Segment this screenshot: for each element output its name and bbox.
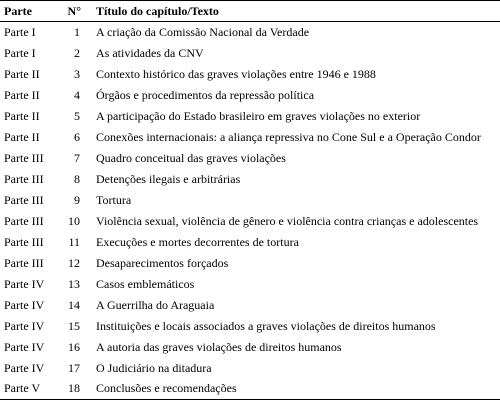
cell-parte: Parte III xyxy=(4,213,44,228)
cell-number: 10 xyxy=(68,213,80,228)
cell-parte: Parte III xyxy=(4,234,44,249)
cell-number: 9 xyxy=(74,192,80,207)
cell-number: 6 xyxy=(74,129,80,144)
table-body xyxy=(0,22,500,400)
cell-parte: Parte III xyxy=(4,192,44,207)
cell-parte: Parte IV xyxy=(4,339,45,354)
table-row xyxy=(0,253,500,274)
cell-parte: Parte IV xyxy=(4,318,45,333)
cell-title: Quadro conceitual das graves violações xyxy=(96,150,286,165)
table-row xyxy=(0,169,500,190)
cell-title: Órgãos e procedimentos da repressão política xyxy=(96,87,315,102)
cell-title: A participação do Estado brasileiro em graves violações no exterior xyxy=(96,108,421,123)
header-number: N° xyxy=(58,1,94,22)
cell-number: 8 xyxy=(74,171,80,186)
cell-title: Contexto histórico das graves violações entre 1946 e 1988 xyxy=(96,66,376,81)
cell-number: 12 xyxy=(68,255,80,270)
table-row xyxy=(0,22,500,43)
cell-parte: Parte I xyxy=(4,45,36,60)
cell-parte: Parte I xyxy=(4,24,36,39)
cell-number: 2 xyxy=(74,45,80,60)
table-row xyxy=(0,85,500,106)
cell-title: Conclusões e recomendações xyxy=(94,379,500,400)
cell-parte: Parte III xyxy=(4,150,44,165)
cell-parte: Parte V xyxy=(0,379,58,400)
table-row xyxy=(0,64,500,85)
cell-title: Detenções ilegais e arbitrárias xyxy=(96,171,241,186)
cell-parte: Parte IV xyxy=(4,360,45,375)
cell-number: 18 xyxy=(58,379,94,400)
cell-number: 11 xyxy=(68,234,80,249)
table-row xyxy=(0,337,500,358)
cell-parte: Parte IV xyxy=(4,276,45,291)
cell-number: 5 xyxy=(74,108,80,123)
cell-parte: Parte II xyxy=(4,87,40,102)
cell-title: As atividades da CNV xyxy=(96,45,204,60)
table-row xyxy=(0,379,500,400)
cell-title: A autoria das graves violações de direitos humanos xyxy=(96,339,342,354)
table-header xyxy=(0,1,500,22)
cell-number: 7 xyxy=(74,150,80,165)
cell-title: Tortura xyxy=(96,192,132,207)
cell-title: O Judiciário na ditadura xyxy=(96,360,212,375)
table-row xyxy=(0,106,500,127)
cell-parte: Parte II xyxy=(4,108,40,123)
cell-title: Instituições e locais associados a graves violações de direitos humanos xyxy=(96,318,436,333)
cell-title: Desaparecimentos forçados xyxy=(96,255,229,270)
cell-number: 17 xyxy=(68,360,80,375)
table-row xyxy=(0,148,500,169)
cell-title: Execuções e mortes decorrentes de tortura xyxy=(96,234,299,249)
cell-title: Casos emblemáticos xyxy=(96,276,195,291)
cell-title: Conexões internacionais: a aliança repressiva no Cone Sul e a Operação Condor xyxy=(96,129,481,144)
cell-title: A Guerrilha do Araguaia xyxy=(96,297,215,312)
cell-number: 16 xyxy=(68,339,80,354)
cell-title: Violência sexual, violência de gênero e violência contra crianças e adolescentes xyxy=(96,213,479,228)
table-row xyxy=(0,43,500,64)
header-title: Título do capítulo/Texto xyxy=(94,1,500,22)
cell-title: A criação da Comissão Nacional da Verdade xyxy=(96,24,310,39)
cell-parte: Parte III xyxy=(4,255,44,270)
header-row xyxy=(0,1,500,22)
cell-parte: Parte IV xyxy=(4,297,45,312)
table-row xyxy=(0,190,500,211)
cell-number: 14 xyxy=(68,297,80,312)
table-row xyxy=(0,232,500,253)
cell-number: 4 xyxy=(74,87,80,102)
cell-number: 13 xyxy=(68,276,80,291)
cell-number: 15 xyxy=(68,318,80,333)
table-row xyxy=(0,295,500,316)
cell-number: 3 xyxy=(74,66,80,81)
table-row xyxy=(0,358,500,379)
table-row xyxy=(0,127,500,148)
cell-number: 1 xyxy=(74,24,80,39)
table-row xyxy=(0,274,500,295)
cell-parte: Parte II xyxy=(4,66,40,81)
cell-parte: Parte II xyxy=(4,129,40,144)
header-parte: Parte xyxy=(0,1,58,22)
table-row xyxy=(0,316,500,337)
table-row xyxy=(0,211,500,232)
cell-parte: Parte III xyxy=(4,171,44,186)
